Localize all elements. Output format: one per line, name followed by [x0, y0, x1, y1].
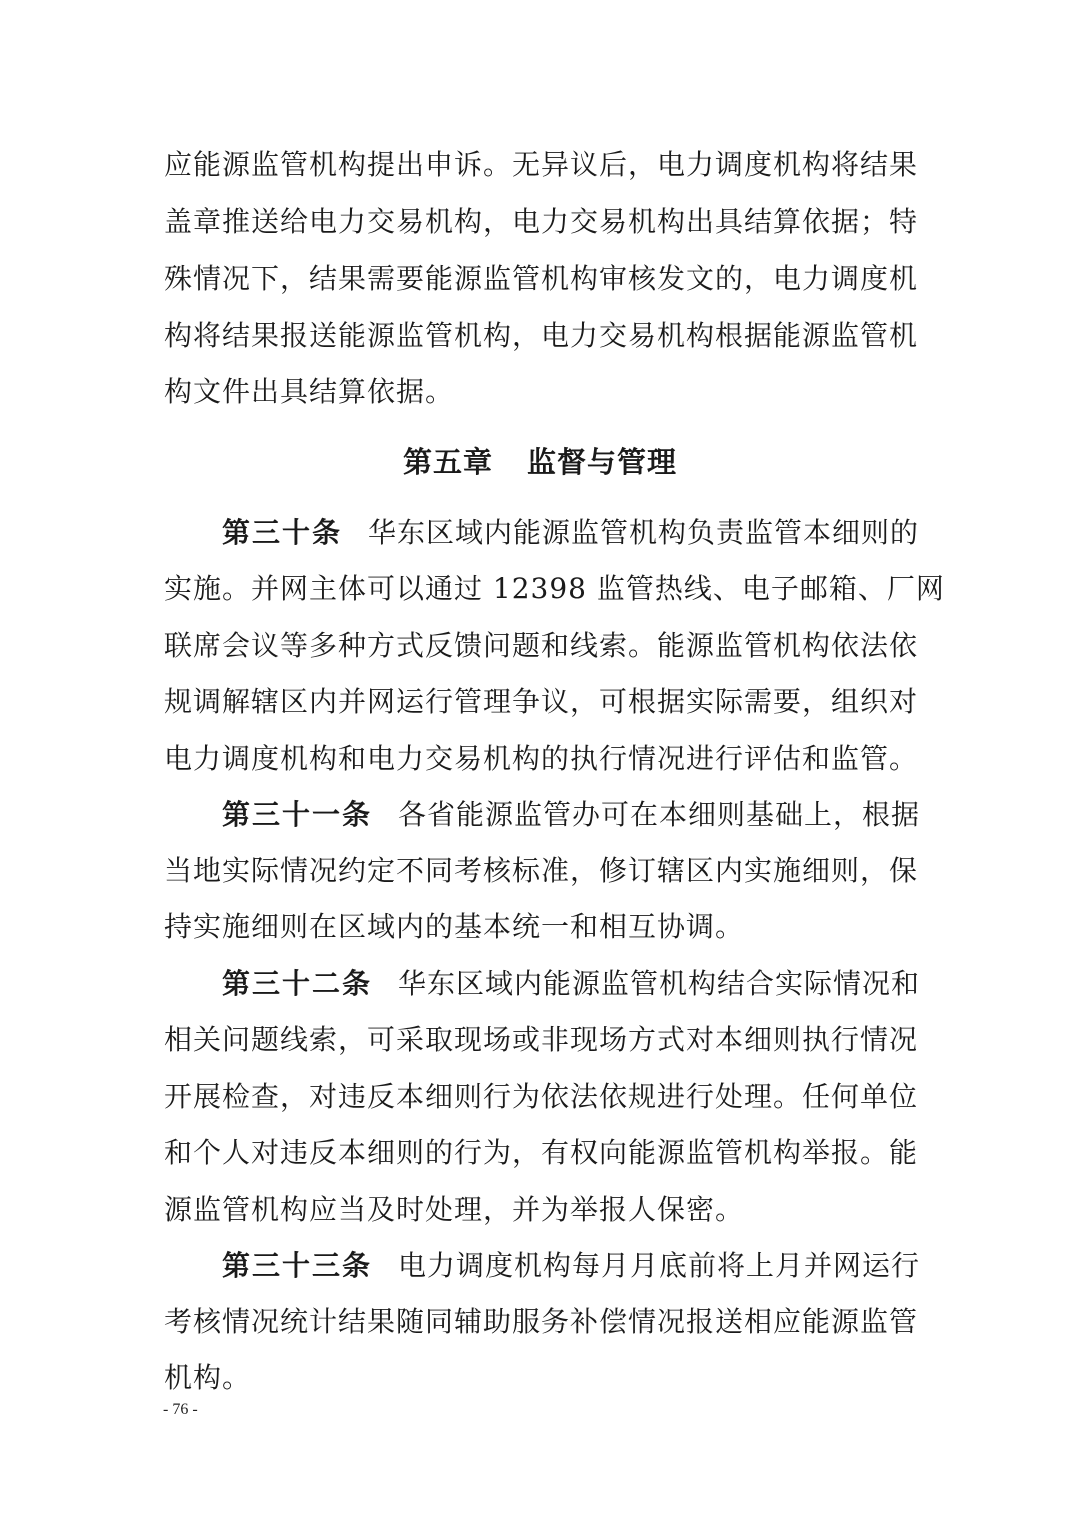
paragraph-line: 规调解辖区内并网运行管理争议，可根据实际需要，组织对 — [164, 685, 919, 718]
paragraph-line: 盖章推送给电力交易机构，电力交易机构出具结算依据；特 — [164, 205, 919, 238]
article-title: 第三十二条 — [222, 967, 373, 1000]
article-text: 华东区域内能源监管机构负责监管本细则的 — [368, 516, 920, 549]
article-title: 第三十条 — [222, 516, 343, 549]
page-number: - 76 - — [163, 1401, 198, 1418]
paragraph-line: 实施。并网主体可以通过 12398 监管热线、电子邮箱、厂网 — [164, 572, 945, 605]
article-text: 各省能源监管办可在本细则基础上，根据 — [398, 798, 921, 831]
paragraph-line: 相关问题线索，可采取现场或非现场方式对本细则执行情况 — [164, 1023, 919, 1056]
article-first-line — [222, 797, 921, 833]
paragraph-line: 构将结果报送能源监管机构，电力交易机构根据能源监管机 — [164, 319, 919, 352]
article-first-line — [222, 515, 918, 551]
chapter-number: 第五章 — [402, 445, 493, 479]
article-first-line — [222, 1248, 921, 1284]
paragraph-line: 考核情况统计结果随同辅助服务补偿情况报送相应能源监管 — [164, 1305, 919, 1338]
article-title: 第三十三条 — [222, 1249, 373, 1282]
chapter-title: 监督与管理 — [527, 445, 678, 479]
paragraph-line: 应能源监管机构提出申诉。无异议后，电力调度机构将结果 — [164, 148, 919, 181]
paragraph-line: 持实施细则在区域内的基本统一和相互协调。 — [164, 910, 745, 943]
paragraph-line: 源监管机构应当及时处理，并为举报人保密。 — [164, 1193, 745, 1226]
paragraph-line: 殊情况下，结果需要能源监管机构审核发文的，电力调度机 — [164, 262, 919, 295]
paragraph-line: 机构。 — [164, 1361, 252, 1394]
paragraph-line: 和个人对违反本细则的行为，有权向能源监管机构举报。能 — [164, 1136, 919, 1169]
article-title: 第三十一条 — [222, 798, 373, 831]
paragraph-line: 联席会议等多种方式反馈问题和线索。能源监管机构依法依 — [164, 629, 919, 662]
paragraph-line: 开展检查，对违反本细则行为依法依规进行处理。任何单位 — [164, 1080, 919, 1113]
article-text: 电力调度机构每月月底前将上月并网运行 — [398, 1249, 921, 1282]
article-text: 华东区域内能源监管机构结合实际情况和 — [398, 967, 921, 1000]
chapter-heading — [0, 443, 1080, 481]
paragraph-line: 构文件出具结算依据。 — [164, 375, 455, 408]
paragraph-line: 当地实际情况约定不同考核标准，修订辖区内实施细则，保 — [164, 854, 919, 887]
article-first-line — [222, 966, 921, 1002]
paragraph-line: 电力调度机构和电力交易机构的执行情况进行评估和监管。 — [164, 742, 919, 775]
